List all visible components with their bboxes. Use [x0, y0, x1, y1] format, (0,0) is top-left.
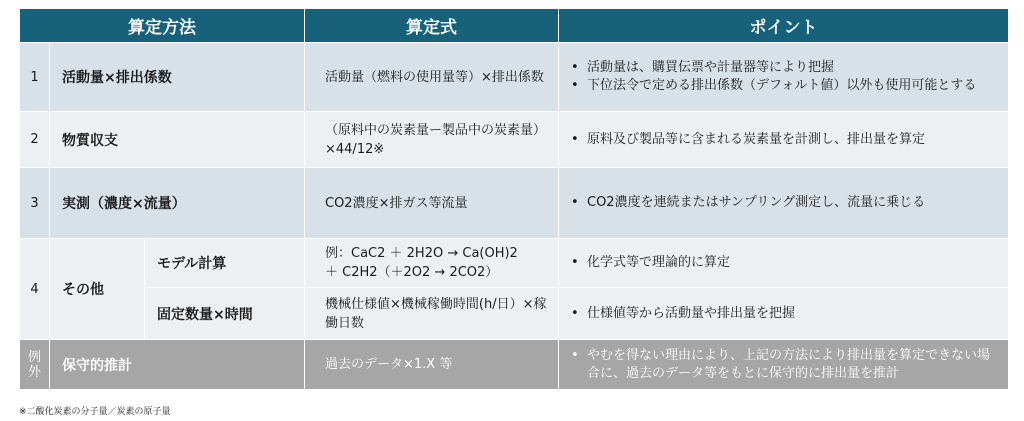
method-formula: CO2濃度×排ガス等流量 [305, 168, 559, 239]
point-item: • 原料及び製品等に含まれる炭素量を計測し、排出量を算定 [569, 131, 1002, 149]
exception-char: 外 [27, 364, 41, 380]
exception-char: 例 [27, 349, 41, 365]
row-number [20, 340, 50, 390]
method-formula: 過去のデータ×1.X 等 [305, 340, 559, 390]
header-point: ポイント [559, 9, 1009, 43]
table-row [20, 112, 1009, 168]
sub-method-name: 固定数量×時間 [145, 288, 305, 340]
method-formula: （原料中の炭素量ー製品中の炭素量）×44/12※ [305, 112, 559, 168]
method-points [559, 239, 1009, 288]
method-formula: 活動量（燃料の使用量等）×排出係数 [305, 43, 559, 112]
method-points [559, 340, 1009, 390]
method-formula [305, 239, 559, 288]
method-points [559, 168, 1009, 239]
footnote: ※二酸化炭素の分子量／炭素の原子量 [19, 407, 171, 417]
point-item: • 仕様値等から活動量や排出量を把握 [569, 305, 1002, 323]
method-points [559, 288, 1009, 340]
point-item: • やむを得ない理由により、上記の方法により排出量を算定できない場合に、過去のデータ等をもとに保守的に排出量を推計 [569, 347, 1002, 383]
table-row [20, 288, 1009, 340]
method-table-wrapper [19, 8, 1008, 390]
point-item: • 活動量は、購買伝票や計量器等により把握 [569, 59, 1002, 77]
row-number: 1 [20, 43, 50, 112]
header-formula: 算定式 [305, 9, 559, 43]
table-row [20, 168, 1009, 239]
table-row [20, 340, 1009, 390]
method-name: 活動量×排出係数 [50, 43, 305, 112]
formula-line: ＋ C2H2（＋2O2 → 2CO2） [325, 265, 499, 280]
formula-line: 例：CaC2 ＋ 2H2O → Ca(OH)2 [325, 246, 518, 261]
point-item: • CO2濃度を連続またはサンプリング測定し、流量に乗じる [569, 194, 1002, 212]
point-item: • 下位法令で定める排出係数（デフォルト値）以外も使用可能とする [569, 77, 1002, 95]
method-name: 実測（濃度×流量） [50, 168, 305, 239]
row-number: 2 [20, 112, 50, 168]
method-points [559, 43, 1009, 112]
header-method: 算定方法 [20, 9, 305, 43]
method-name: その他 [50, 239, 145, 340]
table-row [20, 239, 1009, 288]
row-number: 3 [20, 168, 50, 239]
method-points [559, 112, 1009, 168]
method-name: 物質収支 [50, 112, 305, 168]
calculation-method-table [19, 8, 1009, 390]
method-name: 保守的推計 [50, 340, 305, 390]
point-item: • 化学式等で理論的に算定 [569, 254, 1002, 272]
table-header [20, 9, 1009, 43]
sub-method-name: モデル計算 [145, 239, 305, 288]
row-number: 4 [20, 239, 50, 340]
table-row [20, 43, 1009, 112]
method-formula: 機械仕様値×機械稼働時間(h/日）×稼働日数 [305, 288, 559, 340]
